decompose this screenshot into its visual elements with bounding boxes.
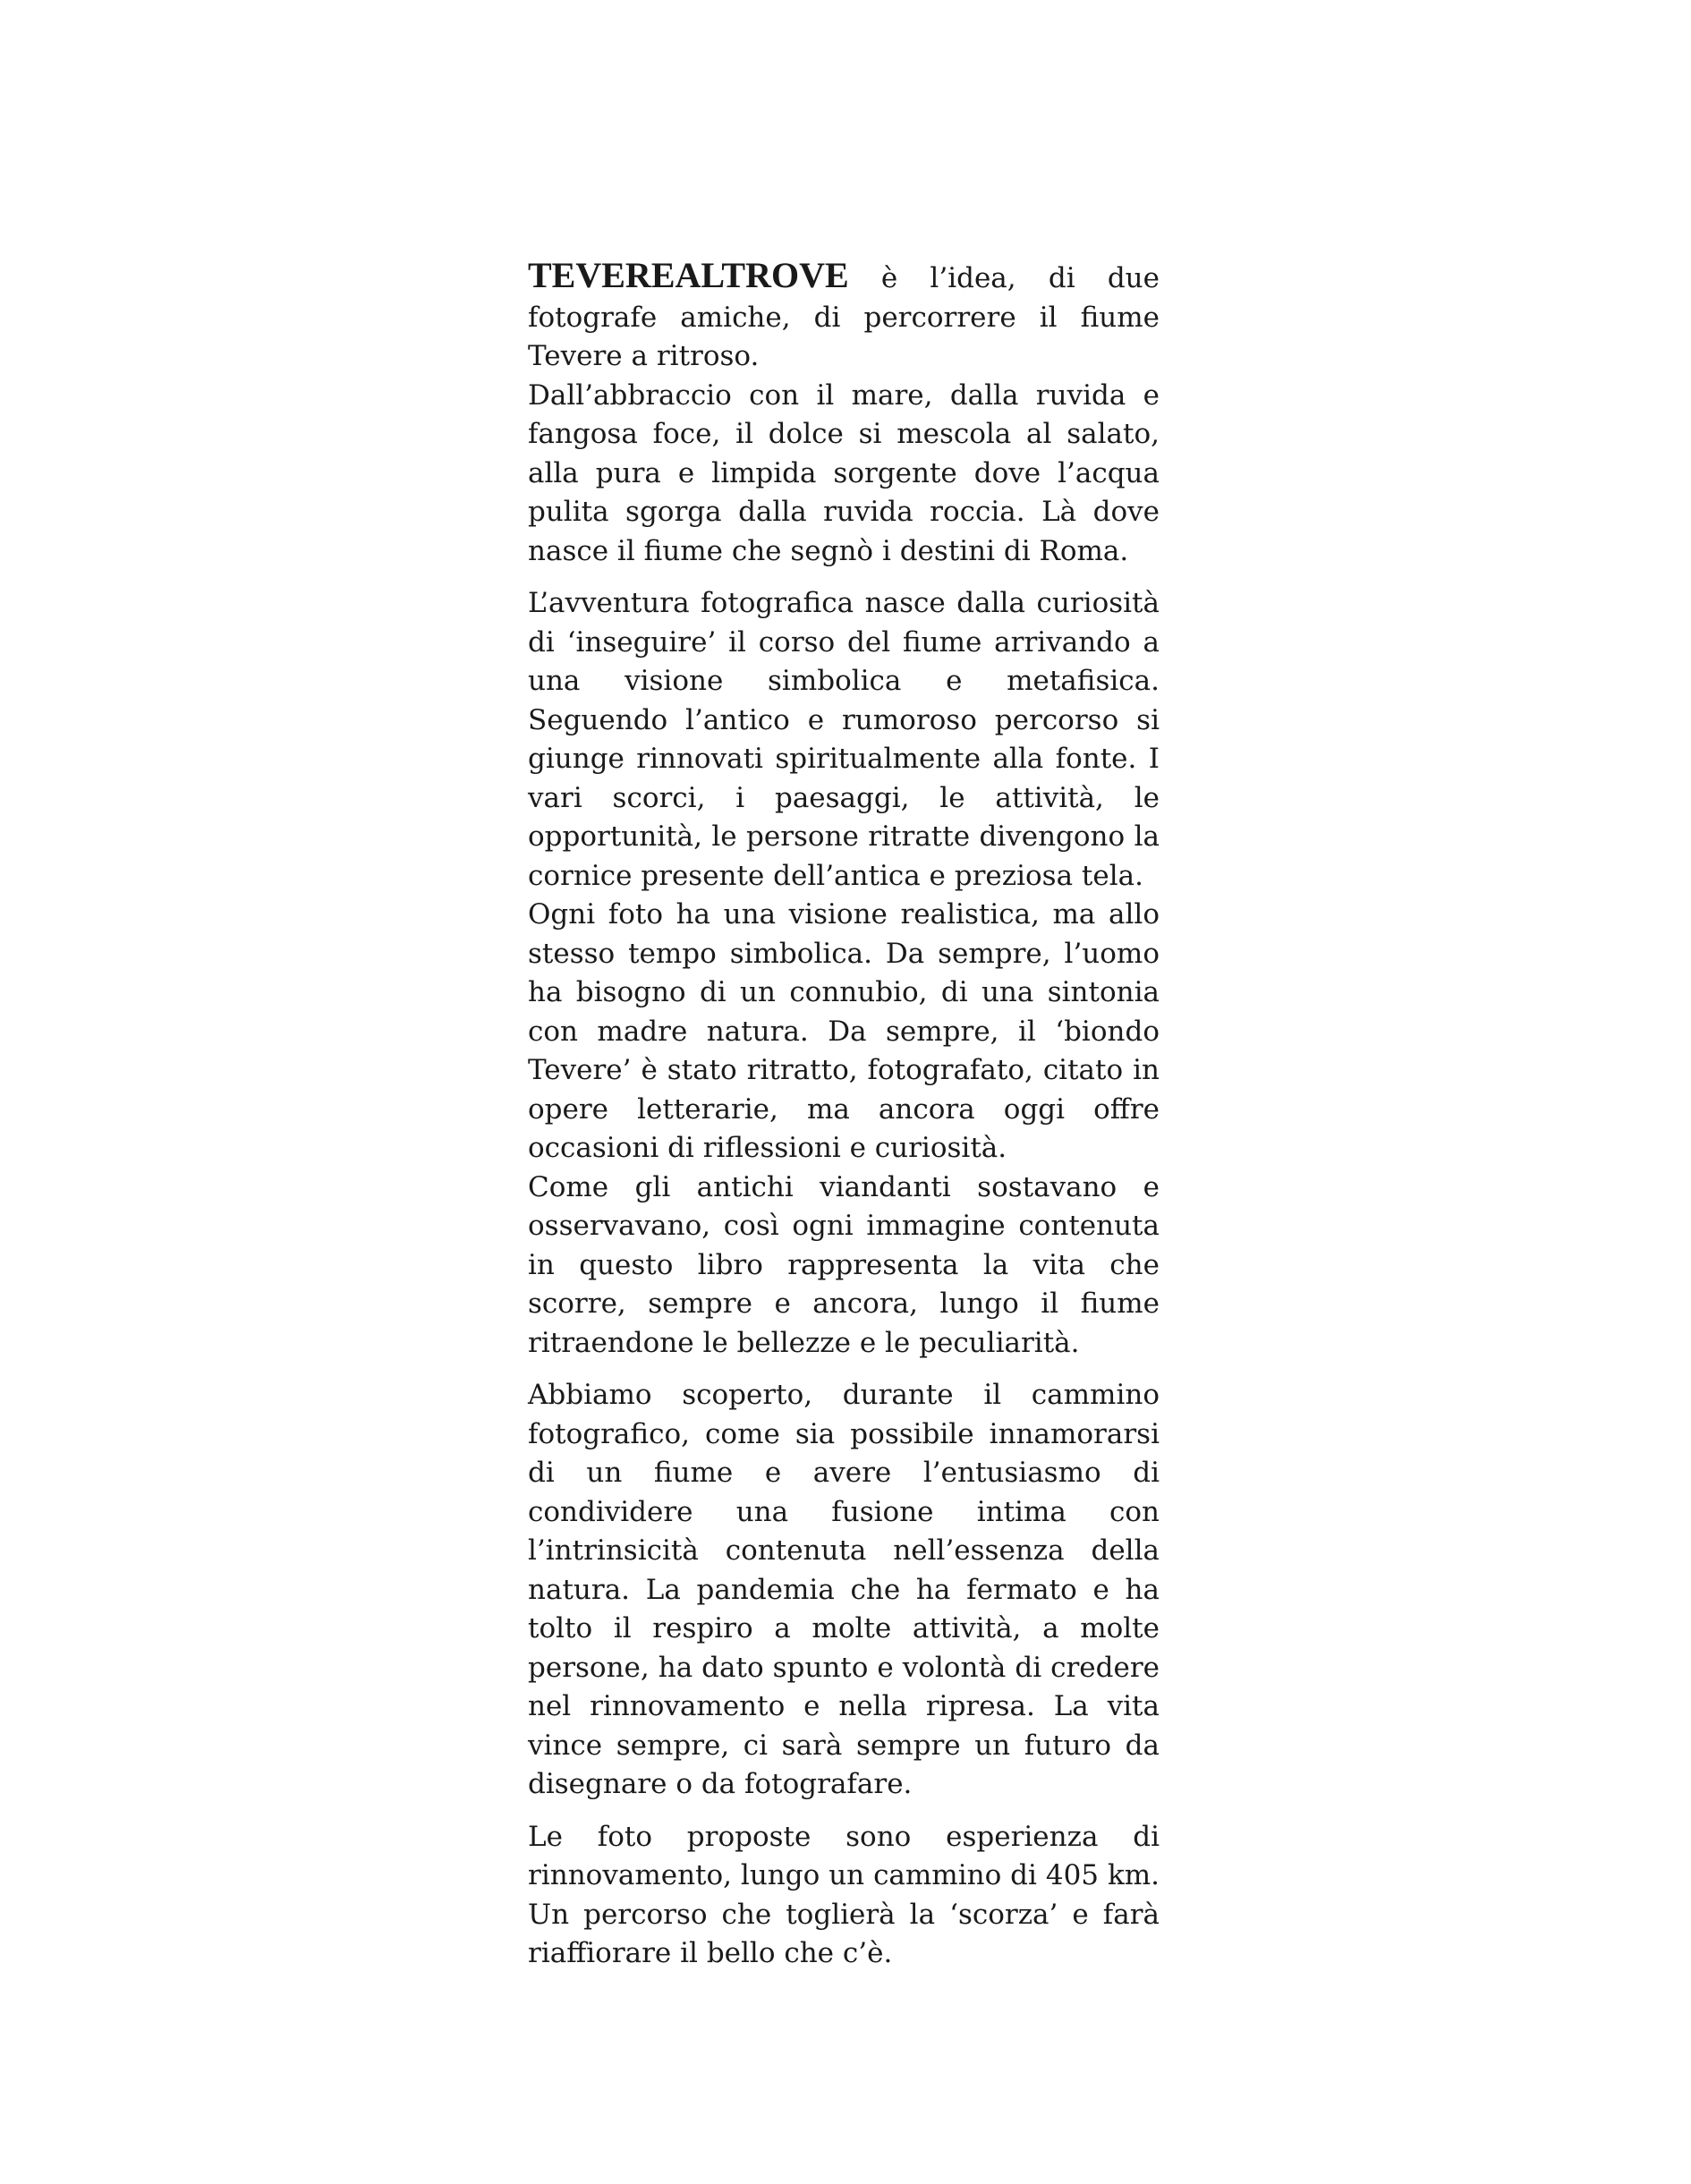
- paragraph-1: [528, 256, 1160, 377]
- paragraph-2: Dall’abbraccio con il mare, dalla ruvida e fangosa foce, il dolce si mescola al salato, alla pura e limpida sorgente dove l’acqua pulita sgorga dalla ruvida roccia. Là dove nasce il fiume che segnò i destini di Roma.: [528, 378, 1160, 567]
- paragraph-5: Come gli antichi viandanti sostavano e osservavano, così ogni immagine contenuta in questo libro rappresenta la vita che scorre, sempre e ancora, lungo il fiume ritraendone le bellezze e le peculiarità.: [528, 1170, 1160, 1359]
- paragraph-6: Abbiamo scoperto, durante il cammino fotografico, come sia possibile innamorarsi di un fiume e avere l’entusiasmo di condividere una fusione intima con l’intrinsicità contenuta nell’essenza della natura. La pandemia che ha fermato e ha tolto il respiro a molte attività, a molte persone, ha dato spunto e volontà di credere nel rinnovamento e nella ripresa. La vita vince sempre, ci sarà sempre un futuro da disegnare o da fotografare.: [528, 1379, 1160, 1800]
- paragraph-1-text: è l’idea, di due fotografe amiche, di percorrere il fiume Tevere a ritroso.: [528, 262, 1160, 372]
- paragraph-3: L’avventura fotografica nasce dalla curiosità di ‘inseguire’ il corso del fiume arrivando a una visione simbolica e metafisica. Seguendo l’antico e rumoroso percorso si giunge rinnovati spiritualmente alla fonte. I vari scorci, i paesaggi, le attività, le opportunità, le persone ritratte divengono la cornice presente dell’antica e preziosa tela.: [528, 587, 1160, 892]
- paragraph-7: Le foto proposte sono esperienza di rinnovamento, lungo un cammino di 405 km. Un percorso che toglierà la ‘scorza’ e farà riaffiorare il bello che c’è.: [528, 1820, 1160, 1969]
- lead-title: TEVEREALTROVE: [528, 255, 849, 295]
- text-column: [528, 256, 1160, 1974]
- paragraph-4: Ogni foto ha una visione realistica, ma allo stesso tempo simbolica. Da sempre, l’uomo ha bisogno di un connubio, di una sintonia con madre natura. Da sempre, il ‘biondo Tevere’ è stato ritratto, fotografato, citato in opere letterarie, ma ancora oggi offre occasioni di riflessioni e curiosità.: [528, 898, 1160, 1164]
